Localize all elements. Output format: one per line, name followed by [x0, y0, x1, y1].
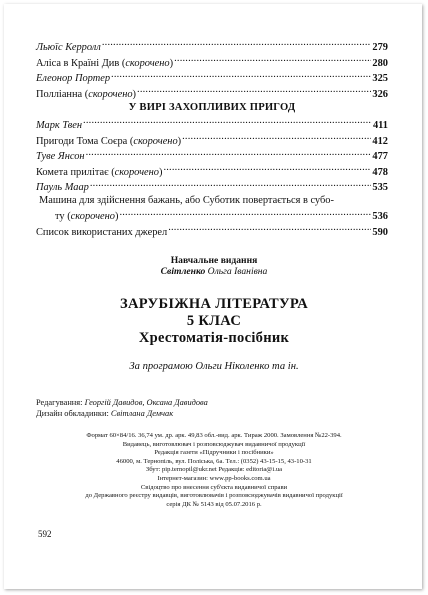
toc-entry-label: Полліанна (скорочено) — [36, 88, 137, 100]
toc-entry — [36, 54, 388, 70]
toc-page-number: 477 — [372, 151, 388, 163]
toc-page-number: 412 — [372, 135, 388, 147]
toc-entry — [36, 132, 388, 148]
dot-leader — [137, 85, 371, 97]
edition-type: Навчальне видання — [170, 255, 258, 266]
dot-leader — [86, 147, 372, 159]
toc-page-number: 478 — [372, 166, 388, 178]
toc-page-number: 536 — [372, 211, 388, 223]
book-title: ЗАРУБІЖНА ЛІТЕРАТУРА — [120, 296, 308, 312]
dot-leader — [90, 178, 372, 190]
dot-leader — [168, 223, 371, 235]
toc-entry — [36, 178, 388, 194]
toc-entry-line1: Машина для здійснення бажань, або Суботик повертається в субо- — [39, 194, 334, 206]
toc-entry — [36, 116, 388, 132]
book-grade: 5 КЛАС — [186, 313, 242, 329]
toc-entry — [36, 85, 388, 101]
toc-entry — [36, 38, 388, 54]
detail-line: Інтернет-магазин: www.pp-books.com.ua — [157, 474, 271, 482]
detail-line: 46000, м. Тернопіль, вул. Поліська, 6а. Тел.: (0352) 43-15-15, 43-10-31 — [116, 457, 312, 465]
detail-line: Збут: pip.ternopil@ukr.net Редакція: editoria@i.ua — [145, 466, 283, 474]
detail-line: Свідоцтво про внесення суб'єкта видавничої справи — [140, 483, 288, 491]
cover-credit: Дизайн обкладинки: Світлана Демчак — [36, 409, 174, 418]
detail-line: Редакція газети «Підручники і посібники» — [154, 449, 274, 457]
toc-entry — [36, 147, 388, 163]
dot-leader — [83, 116, 372, 128]
toc-entry-label: Пауль Маар — [36, 182, 89, 194]
book-subtitle: Хрестоматія-посібник — [138, 330, 290, 346]
toc-page-number: 411 — [372, 119, 388, 131]
publication-details — [0, 432, 428, 509]
page-number: 592 — [38, 529, 52, 539]
program-note: За програмою Ольги Ніколенко та ін. — [129, 361, 299, 372]
dot-leader — [119, 207, 371, 219]
toc-entry: ту (скорочено) ..... 536 — [36, 207, 388, 223]
toc-page-number: 535 — [372, 182, 388, 194]
detail-line: до Державного реєстру видавців, виготовлювачів і розповсюджувачів видавничої продукції — [85, 492, 343, 500]
toc-entry — [36, 163, 388, 179]
dot-leader — [174, 54, 371, 66]
editing-credit: Редагування: Георгій Давидов, Оксана Давидова — [36, 398, 208, 407]
toc-entry — [36, 69, 388, 85]
detail-line: Видавець, виготовлювач і розповсюджувач видавничої продукції — [122, 440, 306, 448]
dot-leader — [111, 69, 371, 81]
toc-entry-label: Туве Янсон — [36, 151, 85, 163]
dot-leader — [182, 132, 371, 144]
table-of-contents — [36, 38, 388, 239]
toc-entry-label: Марк Твен — [36, 119, 83, 131]
section-title: У ВИРІ ЗАХОПЛИВИХ ПРИГОД — [128, 102, 296, 114]
author-name: Світленко Ольга Іванівна — [160, 266, 268, 277]
detail-line: Формат 60×84/16. 36,74 ум. др. арк. 49,83 обл.-вид. арк. Тираж 2000. Замовлення №22-394. — [86, 432, 342, 439]
toc-entry-label: Пригоди Тома Соєра (скорочено) — [36, 135, 182, 147]
toc-entry-label: Льюїс Керролл — [36, 42, 101, 53]
dot-leader — [102, 38, 372, 50]
toc-entry-label: Елеонор Портер — [36, 73, 111, 85]
toc-page-number: 279 — [372, 42, 388, 53]
toc-page-number: 325 — [372, 73, 388, 85]
detail-line: серія ДК № 5143 від 05.07.2016 р. — [166, 500, 262, 508]
toc-entry: Список використаних джерел ..... 590 — [36, 223, 388, 239]
toc-page-number: 590 — [372, 227, 388, 239]
toc-entry-label: Аліса в Країні Див (скорочено) — [36, 57, 174, 69]
toc-page-number: 326 — [372, 88, 388, 100]
toc-entry-label: Комета прилітає (скорочено) — [36, 166, 163, 178]
dot-leader — [163, 163, 371, 175]
toc-page-number: 280 — [372, 57, 388, 69]
